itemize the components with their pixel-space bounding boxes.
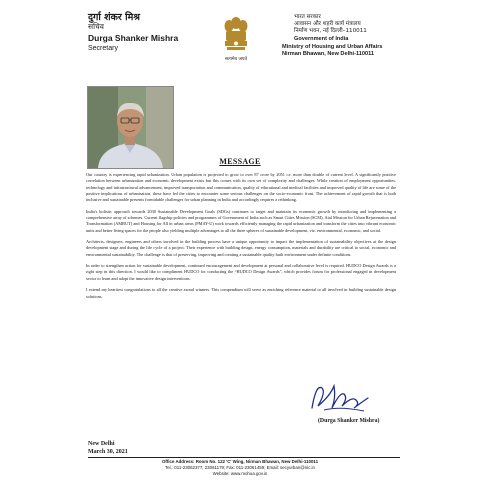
header-right-line-1: भारत सरकार <box>294 14 321 20</box>
footer-website: Website: www.mohua.gov.in <box>212 471 268 476</box>
footer-divider <box>88 457 400 458</box>
header-right-line-2: आवासन और शहरी कार्य मंत्रालय <box>294 21 361 27</box>
header-right-line-4: Government of India <box>294 36 349 42</box>
message-body <box>86 172 396 305</box>
handwritten-signature <box>304 378 374 418</box>
message-paragraph: Our country is experiencing rapid urbanization. Urban population is projected to grow to over 87 crore by 2051 i.e. more than double of current level. A significantly positive correlation between urbanization and economic development exists but this comes with its own set of complexity and challenges. While creation of employment opportunities, technology and infrastructural advancement, improved transportation and communication, quality of educational and medical facilities and improved quality of life are some of the positive implications of urbanisation, these have led the cities to encounter some serious challenges on the socio-economic front. The achievement of rapid growth that is both inclusive and sustainable presents formidable challenges for urban planning in India and accordingly requires a rethinking. <box>86 172 396 203</box>
header-right-line-5: Ministry of Housing and Urban Affairs <box>282 44 383 50</box>
date: March 30, 2021 <box>88 449 128 455</box>
title-hindi: सचिव <box>88 22 104 31</box>
header-right-line-6: Nirman Bhawan, New Delhi-110011 <box>282 51 375 57</box>
name-hindi: दुर्गा शंकर मिश्र <box>88 12 140 23</box>
message-paragraph: India's holistic approach towards 2030 Sustainable Development Goals (SDGs) continues to target and maintain its economic growth by introducing and implementing a comprehensive array of schemes. Current flagship policies and programmes of Government of India such as Smart Cities Mission (SCM), Atal Mission for Urban Rejuvenation and Transformation (AMRUT) and Housing for All in urban areas (PMAY-U) work towards efficiently managing the rapid urbanization and transform the cities into vibrant economic units and better living spaces for the people also yielding multiple advantages to all the three spheres of sustainable development, viz. environmental, economic, and social. <box>86 208 396 233</box>
place: New Delhi <box>88 441 115 447</box>
message-paragraph: Architects, designers, engineers and others involved in the building process have a unique opportunity to impact the implementation of sustainability objectives at the design development stage and during the life cycle of a project. Their experience with building design, energy consumption, materials and durability are critical to social, economic and environmental sustainability. The challenge is that of preserving, improving and creating a sustainable quality built environment under definite conditions. <box>86 239 396 257</box>
emblem-motto: सत्यमेव जयते <box>224 57 248 62</box>
national-emblem-icon <box>222 14 250 60</box>
footer-address: Office Address: Room No. 122 'C' Wing, Nirman Bhawan, New Delhi-110011 <box>161 459 319 464</box>
signatory-name: (Durga Shanker Mishra) <box>318 418 380 424</box>
footer-contact: Tel.: 011-23062377, 23061179; Fax: 011-23061459; Email: secyurban@nic.in <box>165 465 315 470</box>
title-english: Secretary <box>88 45 118 52</box>
header-right-line-3: निर्माण भवन, नई दिल्ली–110011 <box>294 28 367 34</box>
message-title: MESSAGE <box>219 157 261 166</box>
message-paragraph: I extend my heartiest congratulations to all the creative award winners. This compendium will serve as enriching reference material to all involved in building sustainable design solutions. <box>86 287 396 299</box>
name-english: Durga Shanker Mishra <box>88 33 179 43</box>
message-paragraph: In order to strengthen action for sustainable development, continued encouragement and development at personal and collaborative level is required. HUDCO Design Awards is a right step in this direction. I would like to compliment HUDCO for conducting the “HUDCO Design Awards”, which provides forum for professional engaged in development sector to learn and adopt the innovative design interventions. <box>86 263 396 281</box>
